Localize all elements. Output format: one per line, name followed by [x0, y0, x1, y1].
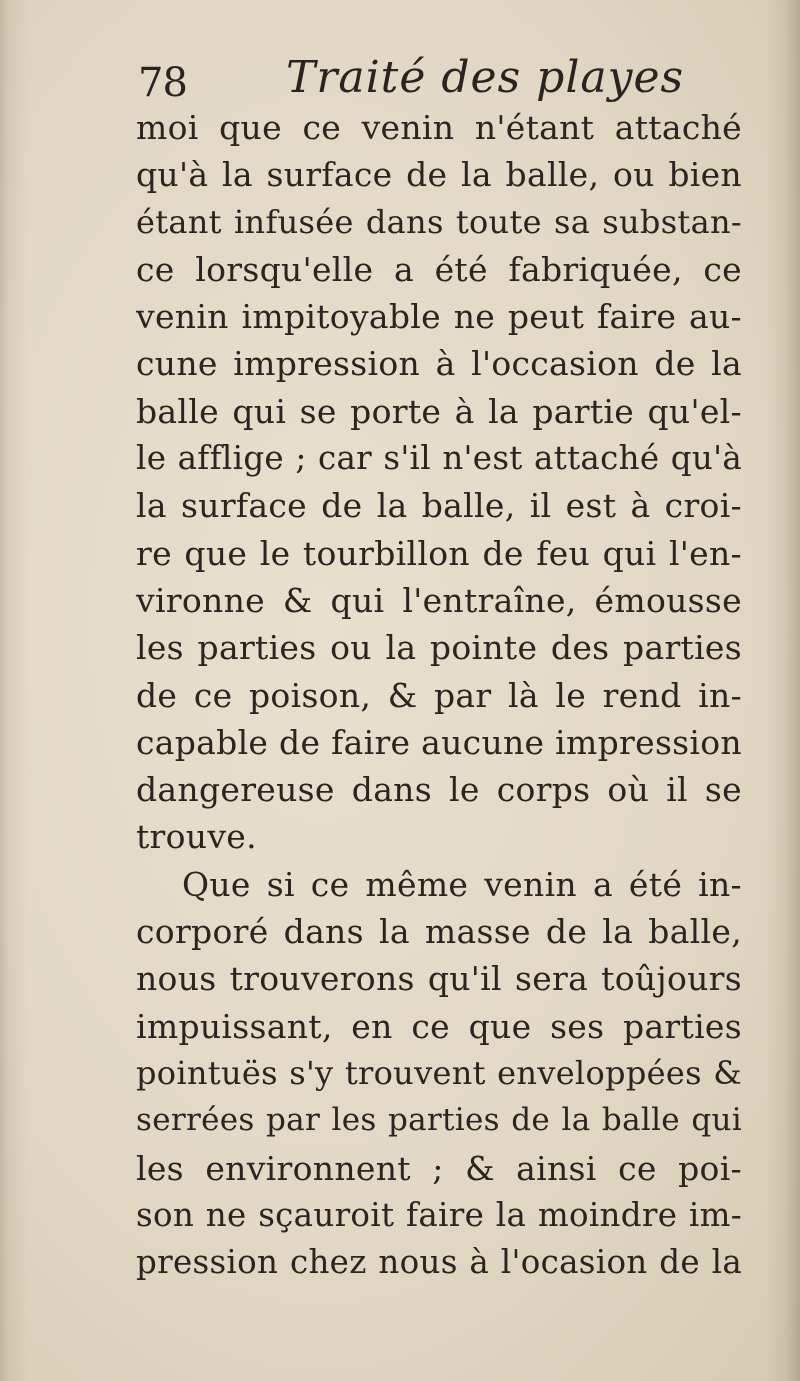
- running-title: Traité des playes: [286, 52, 685, 103]
- text-line: cune impression à l'occasion de la: [136, 344, 742, 384]
- text-line: serrées par les parties de la balle qui: [136, 1102, 742, 1139]
- text-line: étant infusée dans toute sa substan-: [136, 202, 742, 241]
- text-line: impuissant, en ce que ses parties: [136, 1006, 742, 1046]
- text-line: les environnent ; & ainsi ce poi-: [136, 1148, 742, 1188]
- page-number: 78: [138, 60, 187, 106]
- text-line: pression chez nous à l'ocasion de la: [136, 1243, 742, 1282]
- text-line: son ne sçauroit faire la moindre im-: [136, 1195, 742, 1234]
- text-line: trouve.: [136, 817, 257, 857]
- page-gutter-shadow: [0, 0, 28, 1381]
- text-line: venin impitoyable ne peut faire au-: [136, 297, 742, 337]
- text-line: Que si ce même venin a été in-: [182, 864, 742, 904]
- text-line: pointuës s'y trouvent enveloppées &: [136, 1053, 742, 1092]
- text-line: capable de faire aucune impression: [136, 722, 742, 762]
- page-edge-shadow: [766, 0, 800, 1381]
- text-line: de ce poison, & par là le rend in-: [136, 675, 742, 715]
- text-line: re que le tourbillon de feu qui l'en-: [136, 533, 742, 573]
- text-line: vironne & qui l'entraîne, émousse: [136, 580, 742, 620]
- text-line: dangereuse dans le corps où il se: [136, 770, 742, 810]
- text-line: ce lorsqu'elle a été fabriquée, ce: [136, 249, 742, 289]
- text-line: les parties ou la pointe des parties: [136, 628, 742, 668]
- text-line: la surface de la balle, il est à croi-: [136, 486, 742, 526]
- text-line: nous trouverons qu'il sera toûjours: [136, 959, 742, 999]
- body-text: [136, 104, 742, 1286]
- text-line: corporé dans la masse de la balle,: [136, 912, 742, 952]
- text-line: moi que ce venin n'étant attaché: [136, 108, 742, 147]
- text-line: le afflige ; car s'il n'est attaché qu'à: [136, 439, 742, 478]
- text-line: qu'à la surface de la balle, ou bien: [136, 155, 742, 195]
- text-line: balle qui se porte à la partie qu'el-: [136, 391, 742, 431]
